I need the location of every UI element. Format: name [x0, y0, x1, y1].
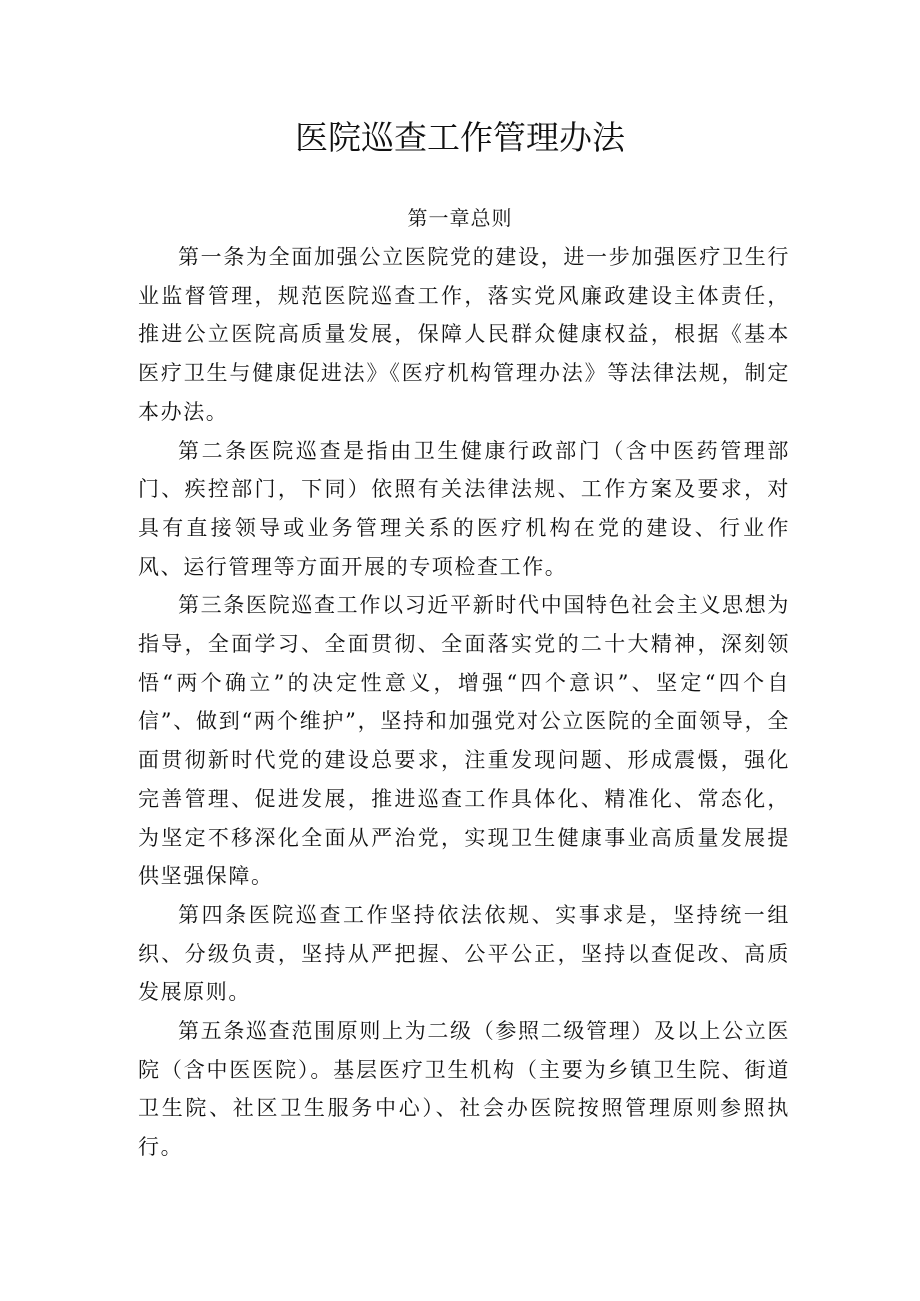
article-4: 第四条医院巡查工作坚持依法依规、实事求是，坚持统一组织、分级负责，坚持从严把握、公平公正，坚持以查促改、高质发展原则。 — [138, 902, 790, 1005]
chapter-heading: 第一章总则 — [407, 206, 513, 230]
document-body — [138, 238, 790, 1167]
article-2: 第二条医院巡查是指由卫生健康行政部门（含中医药管理部门、疾控部门，下同）依照有关法律法规、工作方案及要求，对具有直接领导或业务管理关系的医疗机构在党的建设、行业作风、运行管理等方面开展的专项检查工作。 — [138, 438, 790, 579]
article-3: 第三条医院巡查工作以习近平新时代中国特色社会主义思想为指导，全面学习、全面贯彻、全面落实党的二十大精神，深刻领悟“两个确立”的决定性意义，增强“四个意识”、坚定“四个自信”、做到“两个维护”，坚持和加强党对公立医院的全面领导，全面贯彻新时代党的建设总要求，注重发现问题、形成震慑，强化完善管理、促进发展，推进巡查工作具体化、精准化、常态化，为坚定不移深化全面从严治党，实现卫生健康事业高质量发展提供坚强保障。 — [138, 593, 790, 889]
article-5: 第五条巡查范围原则上为二级（参照二级管理）及以上公立医院（含中医医院）。基层医疗卫生机构（主要为乡镇卫生院、街道卫生院、社区卫生服务中心）、社会办医院按照管理原则参照执行。 — [138, 1019, 790, 1160]
article-1: 第一条为全面加强公立医院党的建设，进一步加强医疗卫生行业监督管理，规范医院巡查工作，落实党风廉政建设主体责任，推进公立医院高质量发展，保障人民群众健康权益，根据《基本医疗卫生与健康促进法》《医疗机构管理办法》等法律法规，制定本办法。 — [138, 245, 790, 424]
document-title: 医院巡查工作管理办法 — [295, 118, 625, 157]
